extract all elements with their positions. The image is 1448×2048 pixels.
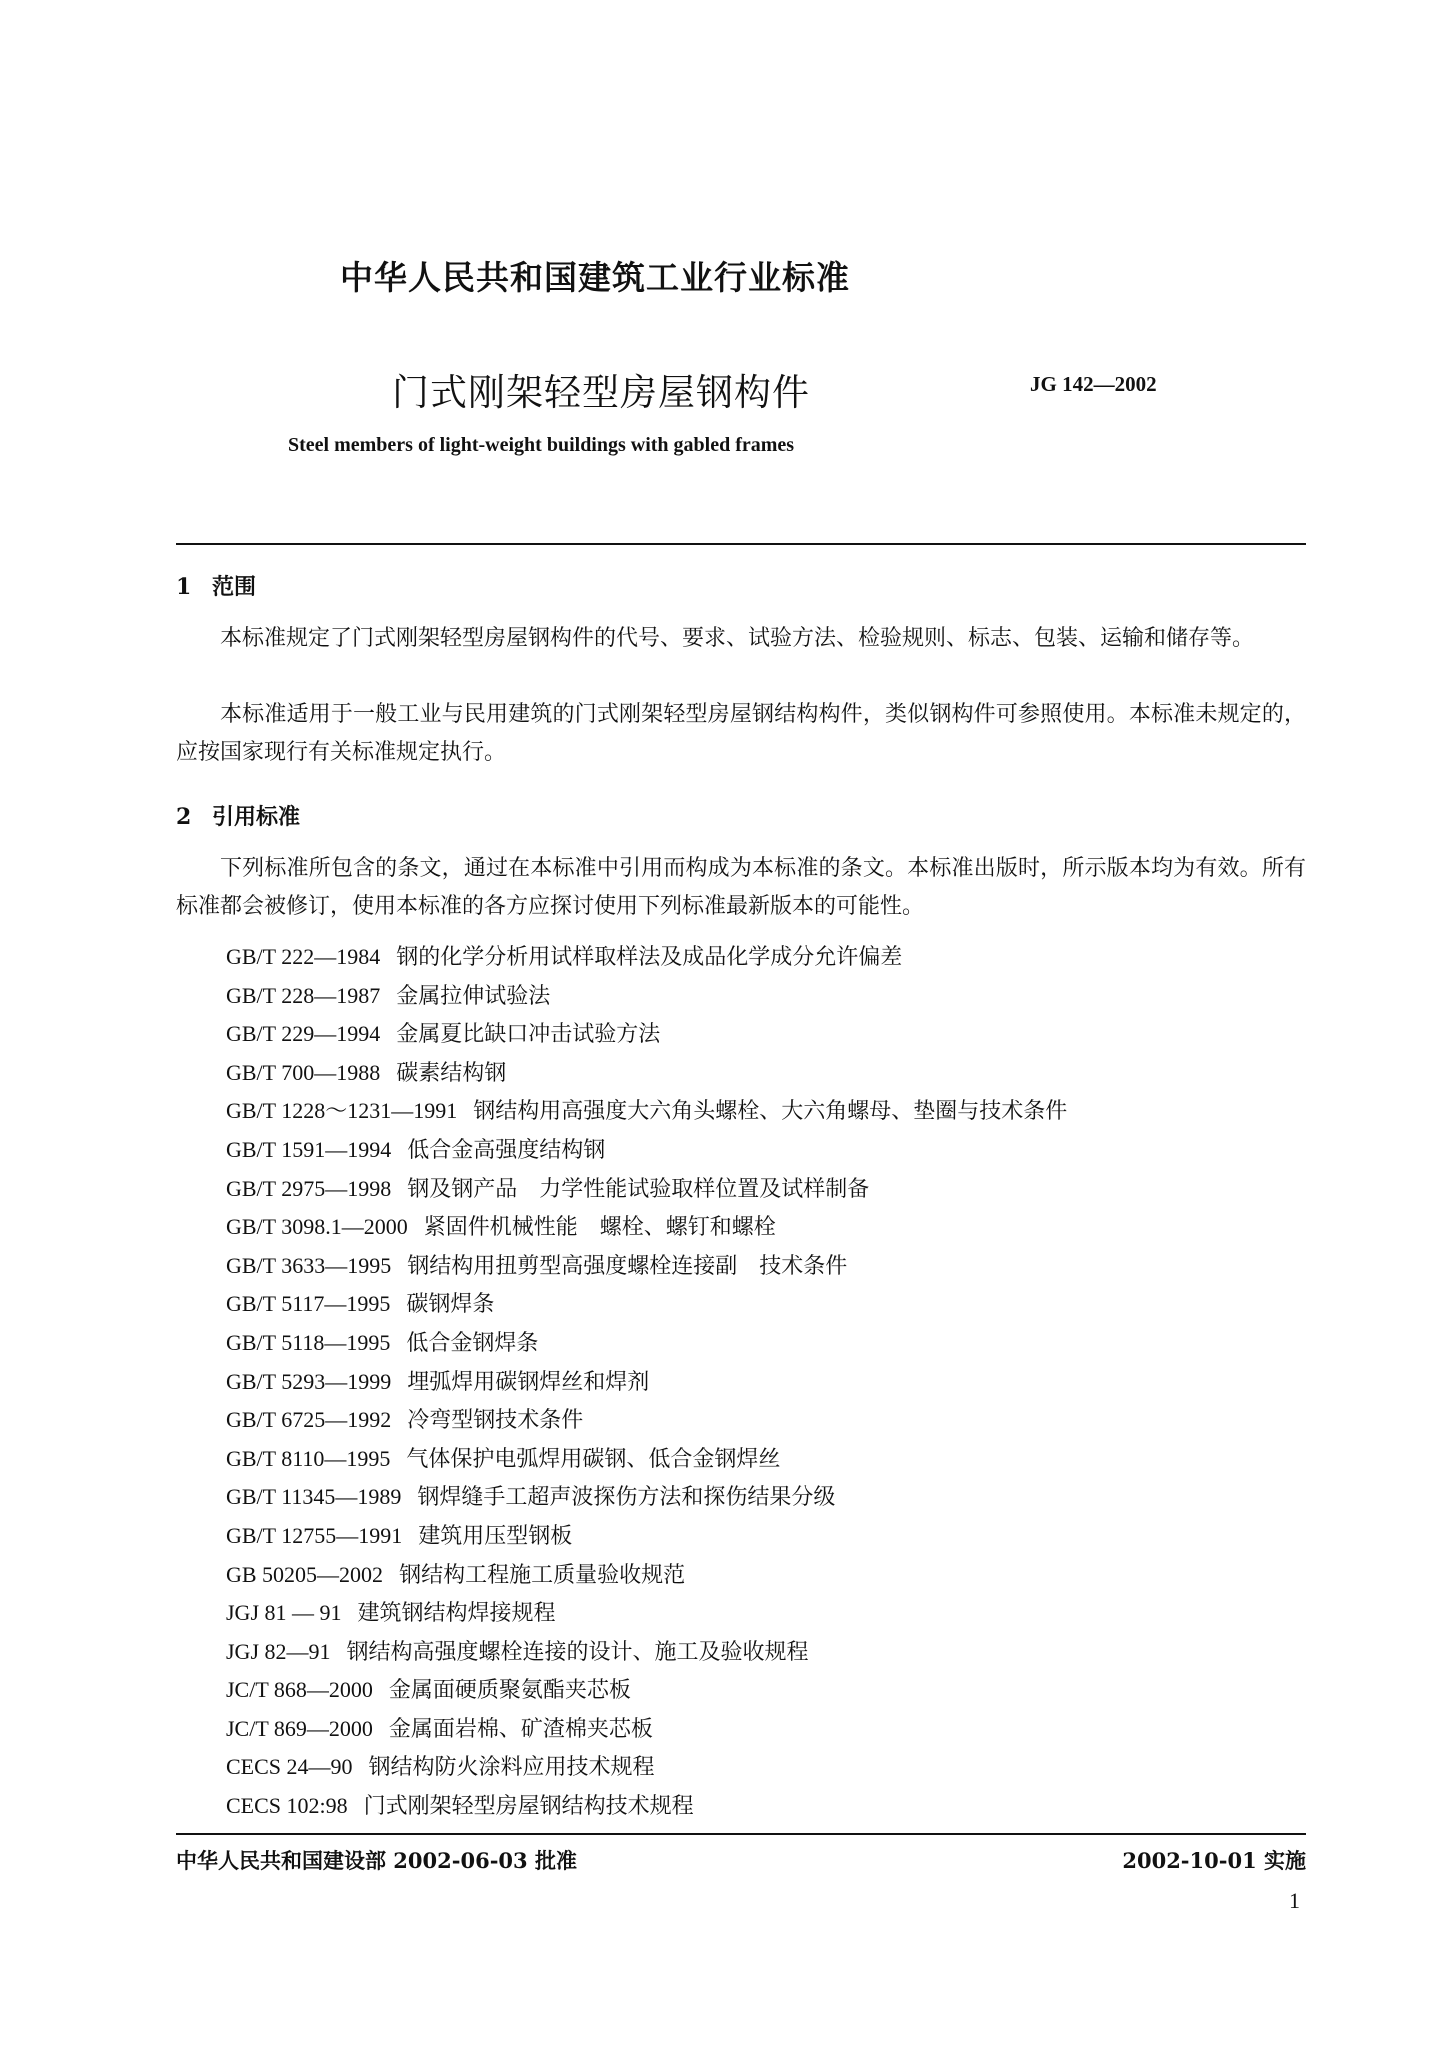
reference-code: GB/T 222—1984	[226, 944, 381, 969]
section-number: 2	[176, 804, 192, 830]
reference-item	[226, 1478, 1067, 1517]
header-rule	[176, 543, 1306, 545]
reference-item	[226, 977, 1067, 1016]
section-title: 范围	[212, 574, 257, 600]
reference-item	[226, 1131, 1067, 1170]
reference-code: GB/T 11345—1989	[226, 1484, 402, 1510]
reference-item	[226, 1363, 1067, 1402]
english-title: Steel members of light-weight buildings with gabled frames	[288, 434, 795, 456]
reference-code: GB/T 5117—1995	[226, 1291, 391, 1317]
reference-code: GB/T 1591—1994	[226, 1136, 392, 1162]
reference-title: 建筑用压型钢板	[418, 1523, 573, 1549]
reference-title: 钢结构防火涂料应用技术规程	[368, 1755, 655, 1781]
reference-title: 钢及钢产品 力学性能试验取样位置及试样制备	[407, 1176, 870, 1202]
reference-code: GB/T 6725—1992	[226, 1407, 392, 1433]
reference-title: 金属夏比缺口冲击试验方法	[396, 1022, 661, 1048]
reference-item	[226, 1170, 1067, 1209]
reference-title: 气体保护电弧焊用碳钢、低合金钢焊丝	[406, 1446, 781, 1472]
reference-code: GB/T 228—1987	[226, 982, 381, 1008]
reference-item	[226, 1556, 1067, 1595]
issuing-body-title: 中华人民共和国建筑工业行业标准	[340, 258, 850, 297]
reference-title: 金属面岩棉、矿渣棉夹芯板	[388, 1716, 653, 1742]
reference-item	[226, 1517, 1067, 1556]
reference-item	[226, 1787, 1067, 1826]
reference-title: 钢的化学分析用试样取样法及成品化学成分允许偏差	[396, 945, 903, 970]
reference-code: CECS 24—90	[226, 1754, 353, 1780]
reference-item	[226, 1054, 1067, 1093]
reference-code: GB/T 3633—1995	[226, 1252, 392, 1278]
reference-item	[226, 1594, 1067, 1633]
reference-title: 钢结构用扭剪型高强度螺栓连接副 技术条件	[407, 1253, 848, 1279]
reference-item	[226, 1748, 1067, 1787]
reference-title: 钢结构用高强度大六角头螺栓、大六角螺母、垫圈与技术条件	[473, 1099, 1068, 1125]
reference-code: JGJ 81 — 91	[226, 1600, 342, 1626]
reference-item	[226, 1324, 1067, 1363]
reference-code: CECS 102:98	[226, 1793, 348, 1819]
footer-rule	[176, 1833, 1306, 1835]
reference-title: 紧固件机械性能 螺栓、螺钉和螺栓	[423, 1215, 776, 1241]
reference-code: JC/T 869—2000	[226, 1715, 373, 1741]
section-number: 1	[176, 574, 192, 600]
section-1-paragraph-2: 本标准适用于一般工业与民用建筑的门式刚架轻型房屋钢结构构件，类似钢构件可参照使用。本标准未规定的，应按国家现行有关标准规定执行。	[176, 702, 1306, 765]
reference-item	[226, 1285, 1067, 1324]
reference-item	[226, 938, 1067, 977]
reference-code: GB/T 2975—1998	[226, 1175, 392, 1201]
section-title: 引用标准	[212, 804, 301, 830]
effective-date: 2002-10-01 实施	[1122, 1848, 1306, 1873]
reference-code: GB/T 12755—1991	[226, 1522, 403, 1548]
reference-title: 金属拉伸试验法	[396, 983, 551, 1009]
reference-title: 金属面硬质聚氨酯夹芯板	[388, 1678, 631, 1704]
page-number: 1	[1289, 1888, 1300, 1913]
reference-code: GB/T 700—1988	[226, 1059, 381, 1085]
reference-code: GB/T 229—1994	[226, 1021, 381, 1047]
reference-item	[226, 1633, 1067, 1672]
reference-title: 埋弧焊用碳钢焊丝和焊剂	[407, 1369, 650, 1395]
reference-item	[226, 1401, 1067, 1440]
reference-item	[226, 1440, 1067, 1479]
section-1-paragraph-1: 本标准规定了门式刚架轻型房屋钢构件的代号、要求、试验方法、检验规则、标志、包装、运输和储存等。	[220, 626, 1255, 651]
reference-code: GB/T 8110—1995	[226, 1445, 391, 1471]
reference-item	[226, 1710, 1067, 1749]
reference-item	[226, 1208, 1067, 1247]
reference-title: 低合金钢焊条	[406, 1330, 539, 1356]
reference-code: JGJ 82—91	[226, 1638, 331, 1664]
section-1-heading	[176, 570, 256, 601]
reference-code: GB/T 1228～1231—1991	[226, 1098, 458, 1124]
reference-code: GB 50205—2002	[226, 1561, 384, 1587]
section-2-heading	[176, 800, 300, 831]
normative-references-list	[226, 938, 1067, 1826]
reference-title: 低合金高强度结构钢	[407, 1137, 606, 1163]
section-2-intro: 下列标准所包含的条文，通过在本标准中引用而构成为本标准的条文。本标准出版时，所示版本均为有效。所有标准都会被修订，使用本标准的各方应探讨使用下列标准最新版本的可能性。	[176, 856, 1306, 919]
reference-title: 钢结构工程施工质量验收规范	[399, 1562, 686, 1588]
reference-title: 建筑钢结构焊接规程	[357, 1601, 556, 1627]
standard-code: JG 142—2002	[1030, 372, 1157, 396]
reference-code: GB/T 5293—1999	[226, 1368, 392, 1394]
reference-title: 钢结构高强度螺栓连接的设计、施工及验收规程	[346, 1639, 809, 1665]
reference-code: GB/T 3098.1—2000	[226, 1214, 408, 1240]
reference-code: JC/T 868—2000	[226, 1677, 373, 1703]
reference-item	[226, 1092, 1067, 1131]
reference-title: 门式刚架轻型房屋钢结构技术规程	[363, 1794, 694, 1820]
approval-statement: 中华人民共和国建设部 2002-06-03 批准	[176, 1848, 577, 1873]
document-title: 门式刚架轻型房屋钢构件	[392, 371, 810, 414]
reference-title: 钢焊缝手工超声波探伤方法和探伤结果分级	[417, 1485, 836, 1511]
reference-title: 碳素结构钢	[396, 1060, 507, 1086]
reference-item	[226, 1671, 1067, 1710]
reference-item	[226, 1015, 1067, 1054]
reference-code: GB/T 5118—1995	[226, 1329, 391, 1355]
reference-title: 碳钢焊条	[406, 1292, 495, 1318]
reference-title: 冷弯型钢技术条件	[407, 1408, 584, 1434]
reference-item	[226, 1247, 1067, 1286]
